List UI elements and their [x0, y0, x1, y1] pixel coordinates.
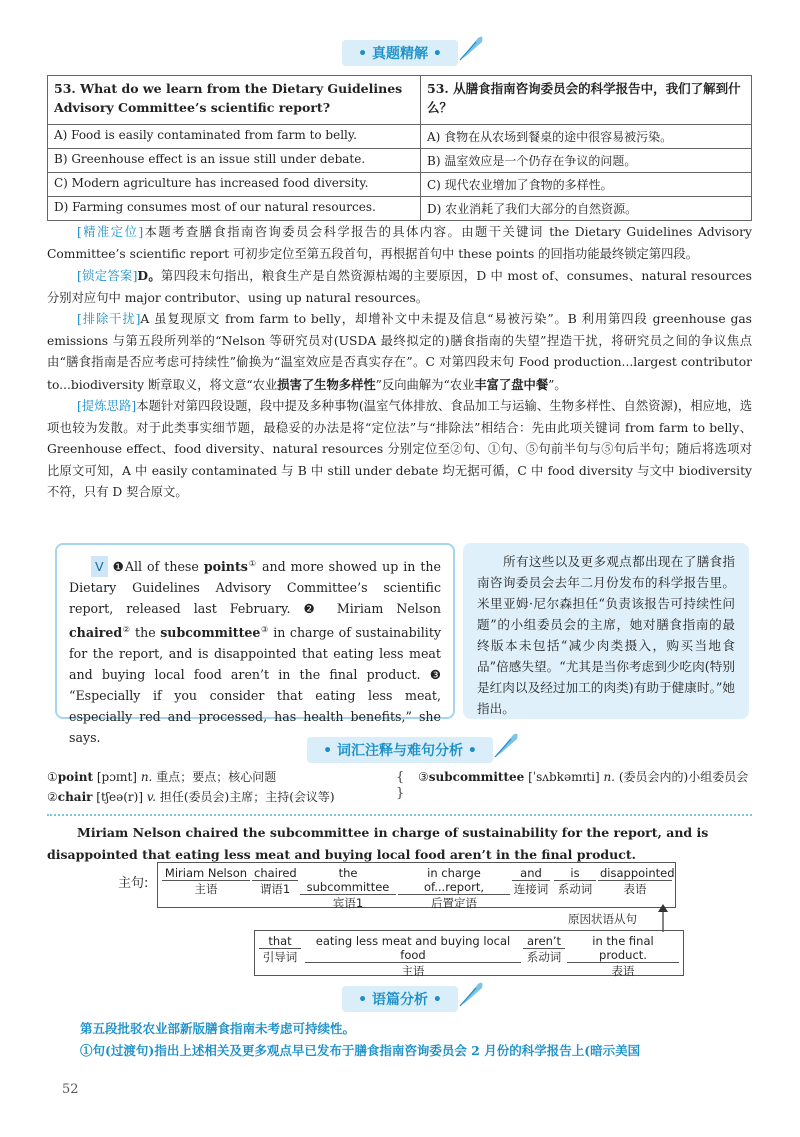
vocab-word: points	[203, 559, 248, 575]
tag-exclude: [排除干扰]	[77, 312, 141, 326]
analysis-text: 本题考查膳食指南咨询委员会科学报告的具体内容。由题干关键词 the Dietary Guidelines Advisory Committee’s scientific report 可初步定位至第五段首句，再根据首句中 these points 的回指功能最终锁定第四段。	[47, 225, 752, 261]
grammar-cell	[598, 866, 675, 897]
grammar-role: 主语	[401, 964, 425, 978]
vocab-num: ③	[418, 770, 429, 784]
grammar-role: 表语	[623, 882, 647, 896]
analysis-text: ”。	[548, 377, 567, 392]
grammar-cell	[512, 866, 550, 897]
passage-span: “Especially if you consider that eating less meat, especially red and processed, has health benefits,” she says.	[69, 688, 441, 746]
page-number: 52	[62, 1082, 79, 1097]
translation-text: 所有这些以及更多观点都出现在了膳食指南咨询委员会去年二月份发布的科学报告里。米里亚姆·尼尔森担任“负责该报告可持续性问题”的小组委员会的主席，她对膳食指南的最终版本未包括“减少肉类摄入，购买当地食品”倍感失望。“尤其是当你考虑到少吃肉(特别是红肉以及经过加工的肉类)有助于健康时。”她指出。	[477, 554, 735, 716]
vocab-right	[418, 767, 758, 787]
analysis-text: 本题针对第四段设题，段中提及多种事物(温室气体排放、食品加工与运输、生物多样性、自然资源)，相应地，选项也较为发散。对于此类事实细节题，最稳妥的办法是将“定位法”与“排除法”相结合：先由此项关键词 from farm to belly、Greenhouse effect、food diversity、natural resources 分别定位至②句、①句、⑤句前半句与⑤句后半句；随后将选项对比原文可知，A 中 easily contaminated 与 B 中 still under debate 均无据可循，C 中 food diversity 与文中 biodiversity 不符，只有 D 契合原文。	[47, 399, 752, 499]
passage-span: and more showed up in the Dietary Guidelines Advisory Committee’s scientific report, released last February.	[69, 559, 441, 617]
hard-sentence: Miriam Nelson chaired the subcommittee in charge of sustainability for the report, and is disappointed that eating less meat and buying local food aren’t in the final product.	[47, 825, 709, 862]
analysis-exclude	[47, 309, 752, 396]
footnote-mark: ②	[122, 625, 131, 635]
grammar-role: 后置定语	[431, 896, 477, 910]
grammar-role: 表语	[611, 964, 635, 978]
grammar-word: in the final product.	[567, 934, 679, 963]
tag-locate: [精准定位]	[77, 225, 144, 239]
vocab-item	[47, 787, 397, 807]
grammar-cell	[523, 934, 565, 965]
analysis-text: ”反向曲解为“农业	[375, 377, 475, 392]
vocab-pos: n.	[140, 770, 153, 784]
quill-icon	[491, 729, 521, 759]
tag-summary: [提炼思路]	[77, 399, 137, 413]
grammar-cell	[398, 866, 510, 911]
grammar-role: 谓语1	[259, 882, 291, 896]
vocab-def: 重点；要点；核心问题	[156, 770, 277, 784]
vocab-left	[47, 767, 397, 807]
question-en: 53. What do we learn from the Dietary Guidelines Advisory Committee’s scientific report?	[48, 76, 421, 125]
vocab-pos: v.	[146, 790, 157, 804]
vocab-phonetic: [ˈsʌbkəmɪti]	[528, 770, 600, 784]
translation-box	[463, 543, 749, 719]
option-en: A) Food is easily contaminated from farm to belly.	[48, 125, 421, 149]
vocab-pos: n.	[603, 770, 615, 784]
emphasis-text: 丰富了盘中餐	[474, 376, 549, 392]
grammar-cell	[567, 934, 679, 979]
vocab-phonetic: [pɔɪnt]	[96, 770, 137, 784]
grammar-role: 引导词	[262, 950, 298, 964]
option-cn: A) 食物在从农场到餐桌的途中很容易被污染。	[421, 125, 752, 149]
option-en: C) Modern agriculture has increased food diversity.	[48, 173, 421, 197]
passage-span: the	[130, 625, 161, 641]
analysis-answer	[47, 265, 752, 309]
grammar-cell	[252, 866, 298, 897]
emphasis-text: 损害了生物多样性	[277, 376, 376, 392]
quill-icon	[456, 978, 486, 1008]
option-en: D) Farming consumes most of our natural resources.	[48, 197, 421, 221]
vocab-word: point	[57, 770, 93, 784]
brace-divider: { }	[396, 770, 405, 801]
analysis-block	[47, 222, 752, 504]
analysis-locate	[47, 222, 752, 265]
passage-span: in charge of sustainability for the report, and is disappointed that eating less meat and buying local food aren’t in the final product.	[69, 625, 441, 683]
footnote-mark: ③	[260, 625, 269, 635]
grammar-word: in charge of...report,	[398, 866, 510, 895]
footnote-mark: ①	[247, 559, 258, 568]
section-title-analysis	[0, 40, 800, 66]
grammar-word: and	[512, 866, 550, 881]
vocab-def: (委员会内的)小组委员会	[618, 770, 749, 784]
vocab-word: subcommittee	[428, 770, 525, 784]
table-row	[48, 173, 752, 197]
grammar-cell	[162, 866, 250, 897]
grammar-word: is	[554, 866, 596, 881]
grammar-word: the subcommittee	[300, 866, 396, 895]
analysis-text: 第四段末句指出，粮食生产是自然资源枯竭的主要原因，D 中 most of、consumes、natural resources 分别对应句中 major contributor、using up natural resources。	[47, 269, 752, 305]
grammar-word: chaired	[254, 866, 297, 880]
grammar-role: 系动词	[526, 950, 562, 964]
analysis-text: A 虽复现原文 from farm to belly，却增补文中未提及信息“易被污染”。B 利用第四段 greenhouse gas emissions 与第五段所列举的“Nelson 等研究员对(USDA 最终拟定的)膳食指南的失望”捏造干扰，将研究员之间的争议焦点由“膳食指南是否应考虑可持续性”偷换为“温室效应是否真实存在”。C 对第四段末句 Food production...largest contributor to...biodiversity 断章取义，将文意“农业	[47, 312, 752, 392]
section-pill	[307, 737, 493, 763]
section-title-vocab	[0, 737, 800, 763]
main-clause-box	[157, 862, 676, 908]
option-en: B) Greenhouse effect is an issue still under debate.	[48, 149, 421, 173]
paragraph-label: V	[91, 556, 108, 577]
analysis-summary	[47, 396, 752, 504]
section-title-discourse	[0, 986, 800, 1012]
vocab-item	[47, 767, 397, 787]
grammar-cell	[259, 934, 301, 965]
main-clause-label: 主句:	[118, 876, 149, 891]
table-row	[48, 76, 752, 125]
section-title-text: • 词汇注释与难句分析 •	[323, 743, 477, 759]
answer-letter: D。	[137, 268, 161, 283]
option-cn: C) 现代农业增加了食物的多样性。	[421, 173, 752, 197]
vocab-item	[418, 767, 758, 787]
grammar-word: that	[259, 934, 301, 949]
grammar-role: 主语	[194, 882, 218, 896]
sentence-number: ❶	[112, 559, 125, 575]
grammar-cell	[300, 866, 396, 911]
vocab-word: chaired	[69, 625, 123, 641]
passage-span: Miriam Nelson	[323, 601, 441, 617]
passage-span: All of these	[124, 559, 204, 575]
grammar-cell	[554, 866, 596, 897]
vocab-num: ②	[47, 790, 58, 804]
table-row	[48, 149, 752, 173]
vocab-phonetic: [tʃeə(r)]	[96, 790, 144, 804]
option-cn: B) 温室效应是一个仍存在争议的问题。	[421, 149, 752, 173]
sentence-number: ❷	[303, 601, 324, 617]
grammar-word: Miriam Nelson	[162, 866, 250, 881]
vocab-def: 担任(委员会)主席；主持(会议等)	[159, 790, 335, 804]
table-row	[48, 125, 752, 149]
grammar-role: 连接词	[513, 882, 549, 896]
grammar-word: disappointed	[600, 866, 675, 880]
arrow-label: 原因状语从句	[568, 912, 637, 926]
option-cn: D) 农业消耗了我们大部分的自然资源。	[421, 197, 752, 221]
table-row	[48, 197, 752, 221]
grammar-role: 宾语1	[332, 896, 364, 910]
vocab-word: chair	[57, 790, 93, 804]
vocab-num: ①	[47, 770, 58, 784]
section-pill	[342, 986, 458, 1012]
grammar-cell	[305, 934, 521, 979]
grammar-word: eating less meat and buying local food	[305, 934, 521, 963]
grammar-word: aren’t	[523, 934, 565, 949]
quill-icon	[456, 32, 486, 62]
discourse-block	[80, 1018, 752, 1062]
section-title-text: • 真题精解 •	[358, 46, 442, 62]
passage-text	[57, 545, 453, 756]
question-table	[47, 75, 752, 221]
discourse-line: ①句(过渡句)指出上述相关及更多观点早已发布于膳食指南咨询委员会 2 月份的科学报告上(暗示美国	[80, 1043, 641, 1058]
grammar-role: 系动词	[557, 882, 593, 896]
divider	[47, 814, 752, 816]
tag-answer: [锁定答案]	[77, 269, 138, 283]
vocab-word: subcommittee	[160, 625, 261, 641]
section-pill	[342, 40, 458, 66]
discourse-line: 第五段批驳农业部新版膳食指南未考虑可持续性。	[80, 1021, 356, 1036]
sentence-number: ❸	[429, 667, 441, 683]
section-title-text: • 语篇分析 •	[358, 992, 442, 1008]
question-cn: 53. 从膳食指南咨询委员会的科学报告中，我们了解到什么？	[421, 76, 752, 125]
passage-box	[55, 543, 455, 746]
sub-clause-box	[254, 930, 684, 976]
